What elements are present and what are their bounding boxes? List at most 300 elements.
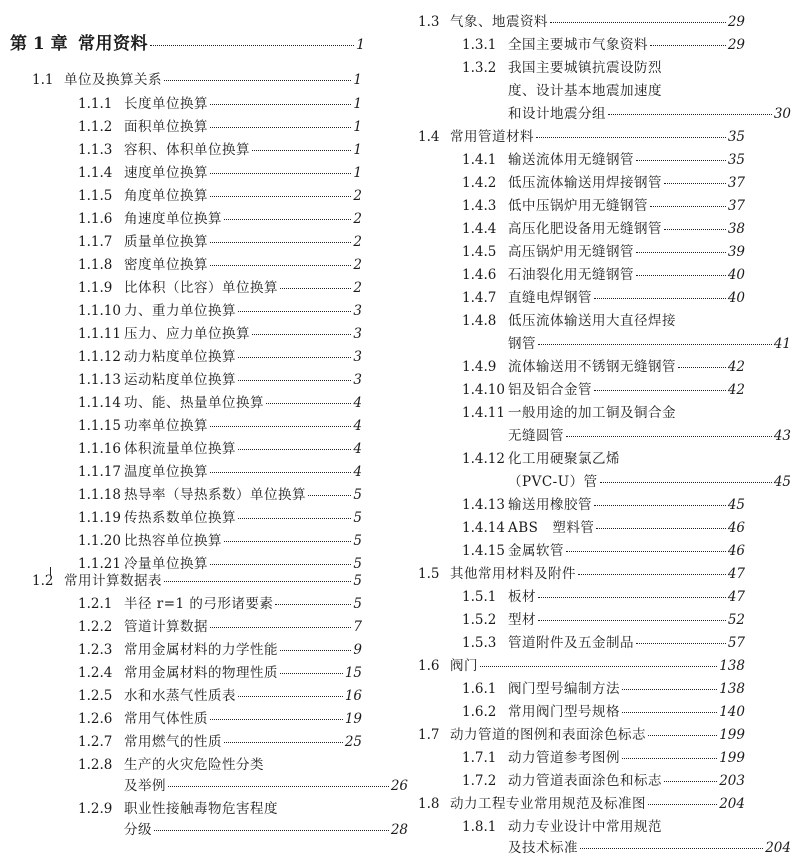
toc-entry[interactable] — [78, 619, 362, 635]
dot-leader — [566, 551, 726, 552]
entry-title: 其他常用材料及附件 — [450, 566, 576, 582]
page-number: 1 — [353, 142, 362, 158]
entry-title: 常用管道材料 — [450, 129, 534, 145]
toc-entry[interactable] — [78, 211, 362, 227]
dot-leader — [210, 242, 351, 243]
toc-entry[interactable] — [462, 451, 745, 467]
page-number: 41 — [773, 336, 791, 352]
toc-entry[interactable] — [462, 681, 745, 697]
toc-entry[interactable] — [462, 382, 745, 398]
toc-entry[interactable] — [462, 313, 745, 329]
toc-entry-continuation[interactable] — [462, 83, 791, 99]
toc-entry[interactable] — [462, 497, 745, 513]
toc-entry[interactable] — [78, 142, 362, 158]
entry-number: 1.1.17 — [78, 464, 121, 480]
dot-leader — [154, 830, 389, 831]
page-number: 1 — [353, 165, 362, 181]
toc-entry[interactable] — [78, 234, 362, 250]
toc-entry-continuation[interactable] — [78, 778, 408, 794]
entry-number: 1.4.1 — [462, 152, 497, 168]
entry-number: 1.1.10 — [78, 303, 121, 319]
entry-number: 1.2.7 — [78, 734, 113, 750]
entry-number: 1.4.10 — [462, 382, 505, 398]
dot-leader — [636, 275, 726, 276]
entry-number: 1.7.1 — [462, 750, 497, 766]
entry-number: 1.2.2 — [78, 619, 113, 635]
toc-entry[interactable] — [78, 372, 362, 388]
entry-title: 力、重力单位换算 — [124, 303, 236, 319]
entry-number: 1.6.1 — [462, 681, 497, 697]
entry-title: 铝及铝合金管 — [508, 382, 592, 398]
dot-leader — [238, 380, 351, 381]
entry-title: 传热系数单位换算 — [124, 510, 236, 526]
toc-entry[interactable] — [418, 727, 745, 743]
dot-leader — [164, 581, 351, 582]
page-number: 40 — [727, 290, 745, 306]
entry-number: 1.4.6 — [462, 267, 497, 283]
dot-leader — [238, 518, 351, 519]
toc-entry[interactable] — [418, 14, 745, 30]
page-number: 4 — [353, 418, 362, 434]
entry-title: 动力管道的图例和表面涂色标志 — [450, 727, 646, 743]
entry-title: 及举例 — [124, 778, 166, 794]
entry-title: 功率单位换算 — [124, 418, 208, 434]
dot-leader — [238, 449, 351, 450]
entry-title: 低中压锅炉用无缝钢管 — [508, 198, 648, 214]
entry-title: 我国主要城镇抗震设防烈 — [508, 60, 662, 76]
page-number: 5 — [353, 533, 362, 549]
entry-title: （PVC-U）管 — [508, 474, 598, 490]
toc-entry[interactable] — [78, 688, 362, 704]
dot-leader — [600, 482, 772, 483]
dot-leader — [280, 673, 343, 674]
entry-number: 1.2 — [32, 573, 54, 589]
entry-number: 1.4.4 — [462, 221, 497, 237]
dot-leader — [252, 150, 351, 151]
entry-title: 常用金属材料的力学性能 — [124, 642, 278, 658]
entry-number: 1.4.12 — [462, 451, 505, 467]
toc-entry[interactable] — [462, 60, 745, 76]
toc-entry-continuation[interactable] — [462, 840, 791, 856]
chapter-title: 常用资料 — [78, 34, 148, 54]
chapter-number: 第 1 章 — [10, 34, 68, 54]
page-number: 5 — [353, 487, 362, 503]
entry-title: 水和水蒸气性质表 — [124, 688, 236, 704]
page-number: 30 — [773, 106, 791, 122]
dot-leader — [224, 742, 343, 743]
dot-leader — [650, 45, 726, 46]
page-number: 138 — [719, 681, 745, 697]
toc-entry-continuation[interactable] — [462, 336, 791, 352]
entry-title: 一般用途的加工铜及铜合金 — [508, 405, 676, 421]
toc-entry[interactable] — [78, 510, 362, 526]
toc-entry[interactable] — [78, 257, 362, 273]
dot-leader — [578, 574, 726, 575]
dot-leader — [622, 758, 717, 759]
dot-leader — [648, 804, 717, 805]
toc-entry[interactable] — [78, 441, 362, 457]
entry-title: 输送流体用无缝钢管 — [508, 152, 634, 168]
toc-entry[interactable] — [78, 734, 362, 750]
entry-number: 1.1.12 — [78, 349, 121, 365]
entry-title: 度、设计基本地震加速度 — [508, 83, 662, 99]
page-number: 35 — [727, 129, 745, 145]
entry-number: 1.2.4 — [78, 665, 113, 681]
toc-entry[interactable] — [462, 704, 745, 720]
entry-title: 比热容单位换算 — [124, 533, 222, 549]
page-number: 2 — [353, 257, 362, 273]
dot-leader — [266, 403, 351, 404]
toc-entry[interactable] — [462, 359, 745, 375]
entry-number: 1.4.14 — [462, 520, 505, 536]
page-number: 1 — [356, 37, 365, 53]
toc-entry[interactable] — [462, 198, 745, 214]
dot-leader — [636, 160, 726, 161]
entry-number: 1.1.13 — [78, 372, 121, 388]
dot-leader — [594, 390, 726, 391]
entry-number: 1.4.8 — [462, 313, 497, 329]
entry-number: 1.2.9 — [78, 801, 113, 817]
dot-leader — [664, 781, 717, 782]
entry-number: 1.8 — [418, 796, 440, 812]
dot-leader — [210, 472, 351, 473]
toc-entry[interactable] — [462, 773, 745, 789]
toc-entry[interactable] — [78, 280, 362, 296]
page-number: 26 — [390, 778, 408, 794]
dot-leader — [594, 505, 726, 506]
entry-title: 流体输送用不锈钢无缝钢管 — [508, 359, 676, 375]
toc-entry[interactable] — [462, 37, 745, 53]
page-number: 45 — [727, 497, 745, 513]
page-number: 5 — [353, 596, 362, 612]
toc-entry[interactable] — [462, 267, 745, 283]
page-number: 57 — [727, 635, 745, 651]
entry-number: 1.4.15 — [462, 543, 505, 559]
entry-number: 1.1.1 — [78, 96, 113, 112]
entry-number: 1.4.2 — [462, 175, 497, 191]
dot-leader — [252, 334, 351, 335]
dot-leader — [164, 80, 351, 81]
toc-entry[interactable] — [78, 119, 362, 135]
dot-leader — [210, 196, 351, 197]
entry-title: 高压锅炉用无缝钢管 — [508, 244, 634, 260]
entry-title: 长度单位换算 — [124, 96, 208, 112]
page-number: 1 — [353, 119, 362, 135]
toc-entry[interactable] — [78, 711, 362, 727]
entry-title: 管道计算数据 — [124, 619, 208, 635]
dot-leader — [168, 786, 389, 787]
toc-entry[interactable] — [78, 418, 362, 434]
entry-title: 生产的火灾危险性分类 — [124, 757, 264, 773]
entry-number: 1.7.2 — [462, 773, 497, 789]
dot-leader — [275, 604, 351, 605]
toc-entry[interactable] — [78, 533, 362, 549]
dot-leader — [594, 298, 726, 299]
dot-leader — [648, 735, 717, 736]
entry-title: 全国主要城市气象资料 — [508, 37, 648, 53]
entry-number: 1.5.2 — [462, 612, 497, 628]
page-number: 28 — [390, 822, 408, 838]
page-number: 2 — [353, 188, 362, 204]
dot-leader — [210, 265, 351, 266]
entry-number: 1.4.11 — [462, 405, 505, 421]
page-number: 35 — [727, 152, 745, 168]
toc-entry[interactable] — [418, 566, 745, 582]
entry-title: 密度单位换算 — [124, 257, 208, 273]
entry-title: ABS 塑料管 — [508, 520, 595, 536]
toc-entry[interactable] — [78, 556, 362, 572]
dot-leader — [480, 666, 717, 667]
toc-entry[interactable] — [462, 520, 745, 536]
toc-entry[interactable] — [418, 129, 745, 145]
page-number: 19 — [344, 711, 362, 727]
dot-leader — [566, 436, 772, 437]
entry-title: 直缝电焊钢管 — [508, 290, 592, 306]
page-number: 1 — [353, 96, 362, 112]
toc-entry[interactable] — [78, 96, 362, 112]
entry-number: 1.1.7 — [78, 234, 113, 250]
entry-number: 1.1.2 — [78, 119, 113, 135]
toc-entry-continuation[interactable] — [462, 106, 791, 122]
page-number: 38 — [727, 221, 745, 237]
entry-title: 阀门 — [450, 658, 478, 674]
page-number: 204 — [719, 796, 745, 812]
toc-entry[interactable] — [32, 72, 362, 88]
page-number: 9 — [353, 642, 362, 658]
entry-number: 1.1.3 — [78, 142, 113, 158]
entry-title: 比体积（比容）单位换算 — [124, 280, 278, 296]
page-number: 25 — [344, 734, 362, 750]
dot-leader — [280, 288, 351, 289]
entry-number: 1.4.5 — [462, 244, 497, 260]
page-number: 52 — [727, 612, 745, 628]
page-number: 2 — [353, 234, 362, 250]
toc-entry[interactable] — [78, 165, 362, 181]
page-number: 29 — [727, 14, 745, 30]
toc-entry[interactable] — [462, 405, 745, 421]
page-number: 42 — [727, 382, 745, 398]
toc-entry[interactable] — [78, 487, 362, 503]
entry-number: 1.1.16 — [78, 441, 121, 457]
page-number: 5 — [353, 510, 362, 526]
entry-number: 1.1.20 — [78, 533, 121, 549]
dot-leader — [210, 173, 351, 174]
entry-title: 石油裂化用无缝钢管 — [508, 267, 634, 283]
toc-entry-continuation[interactable] — [462, 428, 791, 444]
entry-title: 体积流量单位换算 — [124, 441, 236, 457]
dot-leader — [280, 650, 351, 651]
dot-leader — [150, 45, 354, 46]
entry-title: 输送用橡胶管 — [508, 497, 592, 513]
entry-number: 1.1 — [32, 72, 54, 88]
entry-title: 单位及换算关系 — [64, 72, 162, 88]
toc-entry[interactable] — [462, 175, 745, 191]
entry-title: 动力管道表面涂色和标志 — [508, 773, 662, 789]
toc-entry[interactable] — [32, 573, 362, 589]
entry-title: 常用阀门型号规格 — [508, 704, 620, 720]
page-number: 4 — [353, 395, 362, 411]
page-number: 42 — [727, 359, 745, 375]
dot-leader — [536, 137, 726, 138]
toc-entry[interactable] — [462, 635, 745, 651]
entry-title: 型材 — [508, 612, 536, 628]
entry-title: 角度单位换算 — [124, 188, 208, 204]
entry-title: 高压化肥设备用无缝钢管 — [508, 221, 662, 237]
page-number: 37 — [727, 198, 745, 214]
toc-entry[interactable] — [78, 395, 362, 411]
toc-entry[interactable] — [418, 796, 745, 812]
dot-leader — [538, 597, 726, 598]
entry-number: 1.1.18 — [78, 487, 121, 503]
dot-leader — [622, 712, 717, 713]
entry-number: 1.8.1 — [462, 819, 497, 835]
dot-leader — [596, 528, 725, 529]
toc-entry[interactable] — [78, 303, 362, 319]
entry-number: 1.4 — [418, 129, 440, 145]
entry-number: 1.1.19 — [78, 510, 121, 526]
entry-number: 1.1.11 — [78, 326, 121, 342]
page-number: 7 — [353, 619, 362, 635]
dot-leader — [538, 620, 726, 621]
entry-title: 常用燃气的性质 — [124, 734, 222, 750]
entry-number: 1.1.8 — [78, 257, 113, 273]
dot-leader — [650, 206, 726, 207]
entry-number: 1.1.5 — [78, 188, 113, 204]
page-number: 3 — [353, 326, 362, 342]
entry-title: 速度单位换算 — [124, 165, 208, 181]
entry-number: 1.1.15 — [78, 418, 121, 434]
entry-number: 1.3 — [418, 14, 440, 30]
entry-title: 热导率（导热系数）单位换算 — [124, 487, 306, 503]
entry-number: 1.1.4 — [78, 165, 113, 181]
dot-leader — [210, 627, 351, 628]
entry-title: 动力工程专业常用规范及标准图 — [450, 796, 646, 812]
dot-leader — [210, 104, 351, 105]
toc-entry[interactable] — [78, 596, 362, 612]
toc-entry[interactable] — [462, 244, 745, 260]
toc-entry[interactable] — [462, 612, 745, 628]
dot-leader — [308, 495, 351, 496]
page-number: 47 — [727, 566, 745, 582]
entry-number: 1.4.3 — [462, 198, 497, 214]
dot-leader — [580, 848, 763, 849]
page-number: 140 — [719, 704, 745, 720]
page-number: 47 — [727, 589, 745, 605]
entry-title: 动力专业设计中常用规范 — [508, 819, 662, 835]
page-number: 40 — [727, 267, 745, 283]
page-number: 15 — [344, 665, 362, 681]
entry-number: 1.1.21 — [78, 556, 121, 572]
entry-title: 化工用硬聚氯乙烯 — [508, 451, 620, 467]
entry-number: 1.2.5 — [78, 688, 113, 704]
entry-title: 常用计算数据表 — [64, 573, 162, 589]
entry-title: 动力管道参考图例 — [508, 750, 620, 766]
page-number: 204 — [765, 840, 791, 856]
toc-entry[interactable] — [78, 757, 362, 773]
entry-title: 无缝圆管 — [508, 428, 564, 444]
dot-leader — [238, 357, 351, 358]
toc-entry[interactable] — [462, 819, 745, 835]
toc-entry[interactable] — [462, 750, 745, 766]
page-number: 5 — [353, 573, 362, 589]
dot-leader — [224, 219, 351, 220]
toc-entry[interactable] — [78, 464, 362, 480]
toc-entry[interactable] — [418, 658, 745, 674]
dot-leader — [238, 311, 351, 312]
entry-title: 压力、应力单位换算 — [124, 326, 250, 342]
dot-leader — [622, 689, 717, 690]
entry-title: 分级 — [124, 822, 152, 838]
entry-title: 质量单位换算 — [124, 234, 208, 250]
entry-title: 和设计地震分组 — [508, 106, 606, 122]
page-number: 3 — [353, 349, 362, 365]
page-number: 138 — [719, 658, 745, 674]
entry-title: 及技术标准 — [508, 840, 578, 856]
chapter-heading[interactable] — [10, 36, 365, 53]
toc-entry[interactable] — [462, 221, 745, 237]
toc-entry[interactable] — [462, 152, 745, 168]
page-number: 3 — [353, 303, 362, 319]
toc-entry[interactable] — [78, 665, 362, 681]
entry-title: 角速度单位换算 — [124, 211, 222, 227]
page-number: 37 — [727, 175, 745, 191]
entry-title: 板材 — [508, 589, 536, 605]
entry-title: 运动粘度单位换算 — [124, 372, 236, 388]
page-number: 5 — [353, 556, 362, 572]
entry-title: 常用气体性质 — [124, 711, 208, 727]
toc-entry-continuation[interactable] — [462, 474, 791, 490]
page-number: 3 — [353, 372, 362, 388]
dot-leader — [224, 541, 351, 542]
toc-entry[interactable] — [78, 326, 362, 342]
entry-title: 职业性接触毒物危害程度 — [124, 801, 278, 817]
page-number: 46 — [727, 520, 745, 536]
page-number: 39 — [727, 244, 745, 260]
entry-number: 1.1.9 — [78, 280, 113, 296]
toc-entry[interactable] — [462, 589, 745, 605]
page-number: 45 — [773, 474, 791, 490]
page-number: 199 — [719, 727, 745, 743]
dot-leader — [238, 696, 343, 697]
toc-entry-continuation[interactable] — [78, 822, 408, 838]
dot-leader — [664, 183, 726, 184]
entry-number: 1.5.1 — [462, 589, 497, 605]
entry-number: 1.6 — [418, 658, 440, 674]
toc-entry[interactable] — [462, 290, 745, 306]
entry-number: 1.2.1 — [78, 596, 113, 612]
toc-entry[interactable] — [78, 642, 362, 658]
dot-leader — [664, 229, 726, 230]
entry-number: 1.5.3 — [462, 635, 497, 651]
entry-title: 管道附件及五金制品 — [508, 635, 634, 651]
dot-leader — [210, 719, 343, 720]
entry-title: 面积单位换算 — [124, 119, 208, 135]
entry-title: 动力粘度单位换算 — [124, 349, 236, 365]
toc-entry[interactable] — [462, 543, 745, 559]
dot-leader — [550, 22, 726, 23]
entry-title: 半径 r=1 的弓形诸要素 — [124, 596, 274, 612]
toc-entry[interactable] — [78, 188, 362, 204]
page-number: 43 — [773, 428, 791, 444]
toc-entry[interactable] — [78, 349, 362, 365]
entry-title: 容积、体积单位换算 — [124, 142, 250, 158]
entry-number: 1.2.8 — [78, 757, 113, 773]
entry-number: 1.6.2 — [462, 704, 497, 720]
dot-leader — [210, 127, 351, 128]
entry-number: 1.7 — [418, 727, 440, 743]
toc-entry[interactable] — [78, 801, 362, 817]
dot-leader — [210, 426, 351, 427]
